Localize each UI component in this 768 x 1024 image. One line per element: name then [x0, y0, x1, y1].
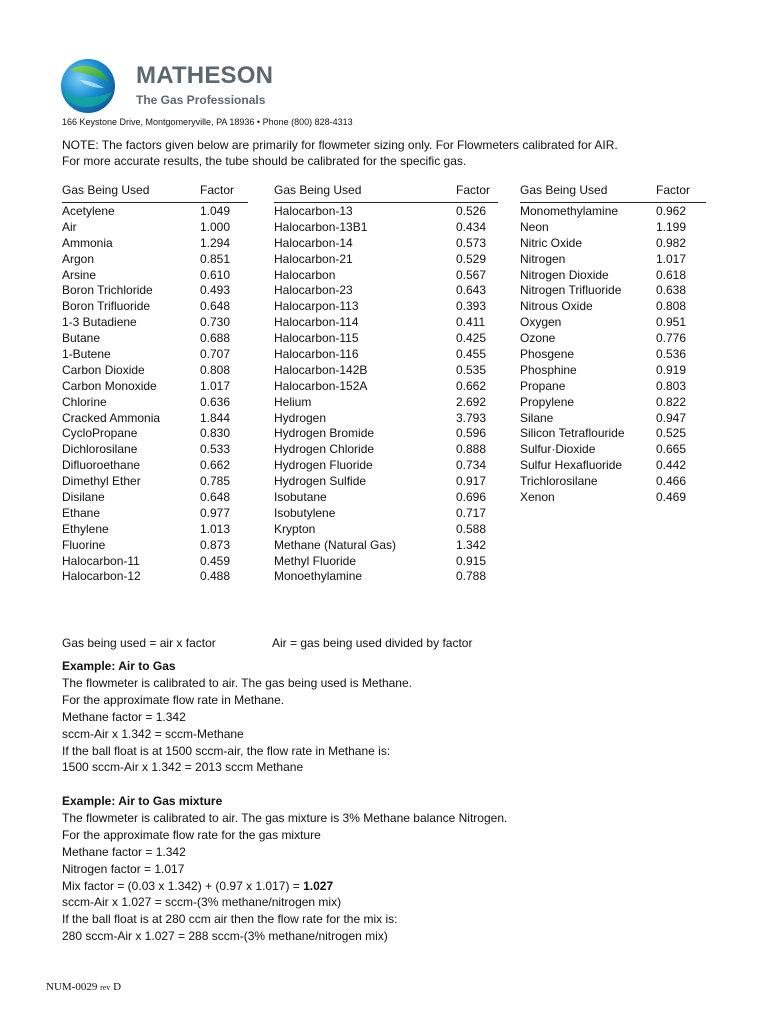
- gas-name-cell: Propylene: [520, 394, 575, 409]
- table-rows: [274, 204, 498, 585]
- factor-cell: 0.830: [200, 426, 231, 441]
- gas-name-cell: Hydrogen Chloride: [274, 442, 375, 457]
- factor-cell: 0.442: [656, 458, 687, 473]
- gas-name-cell: Sulfur Hexafluoride: [520, 458, 623, 473]
- table-row: [520, 442, 706, 458]
- factor-cell: 0.851: [200, 251, 231, 266]
- column-header-gas: Gas Being Used: [520, 183, 608, 197]
- table-row: [274, 490, 498, 506]
- factor-cell: 0.588: [456, 521, 487, 536]
- factor-cell: 0.469: [656, 490, 687, 505]
- gas-name-cell: Monomethylamine: [520, 204, 619, 218]
- factor-cell: 1.017: [200, 378, 231, 393]
- example-line: sccm-Air x 1.342 = sccm-Methane: [62, 726, 244, 741]
- table-row: [274, 554, 498, 570]
- table-row: [62, 299, 248, 315]
- gas-name-cell: Hydrogen Sulfide: [274, 474, 367, 489]
- gas-name-cell: Halocarbon-115: [274, 331, 359, 346]
- factor-cell: 0.610: [200, 267, 231, 282]
- table-row: [62, 204, 248, 220]
- table-row: [520, 490, 706, 506]
- table-row: [274, 268, 498, 284]
- column-header-factor: Factor: [456, 183, 491, 197]
- company-header: [60, 58, 360, 114]
- table-row: [520, 426, 706, 442]
- revision-letter: D: [113, 981, 122, 993]
- gas-name-cell: 1-3 Butadiene: [62, 315, 137, 330]
- table-row: [274, 426, 498, 442]
- gas-name-cell: Isobutane: [274, 490, 327, 505]
- mix-factor-line: [62, 878, 742, 895]
- table-row: [274, 506, 498, 522]
- note-text: [62, 137, 742, 169]
- table-row: [62, 347, 248, 363]
- table-row: [274, 569, 498, 585]
- gas-name-cell: Silane: [520, 410, 554, 425]
- gas-name-cell: Carbon Monoxide: [62, 378, 157, 393]
- factor-cell: 0.488: [200, 569, 231, 584]
- example-title: Example: Air to Gas: [62, 659, 176, 673]
- factor-cell: 0.466: [656, 474, 687, 489]
- gas-name-cell: Ethylene: [62, 521, 109, 536]
- table-row: [62, 363, 248, 379]
- factor-cell: 0.536: [656, 347, 687, 362]
- table-row: [62, 331, 248, 347]
- table-rows: [520, 204, 706, 506]
- example-line: 280 sccm-Air x 1.027 = 288 sccm-(3% methane/nitrogen mix): [62, 929, 388, 944]
- gas-name-cell: Halocarpon-113: [274, 299, 359, 314]
- factor-cell: 0.917: [456, 474, 487, 489]
- example-line: The flowmeter is calibrated to air. The gas mixture is 3% Methane balance Nitrogen.: [62, 810, 508, 825]
- table-row: [274, 220, 498, 236]
- example-line: The flowmeter is calibrated to air. The gas being used is Methane.: [62, 675, 412, 690]
- factor-cell: 0.734: [456, 458, 487, 473]
- factor-cell: 0.411: [456, 315, 486, 330]
- gas-name-cell: Halocarbon-13B1: [274, 219, 368, 234]
- factor-cell: 0.662: [456, 378, 487, 393]
- example-line: Methane factor = 1.342: [62, 844, 186, 859]
- gas-name-cell: Xenon: [520, 490, 555, 505]
- factor-cell: 0.434: [456, 219, 487, 234]
- gas-name-cell: Oxygen: [520, 315, 562, 330]
- table-row: [62, 522, 248, 538]
- table-row: [62, 490, 248, 506]
- factor-cell: 1.017: [656, 251, 687, 266]
- factor-cell: 0.776: [656, 331, 687, 346]
- table-row: [62, 474, 248, 490]
- factor-cell: 0.785: [200, 474, 231, 489]
- table-rows: [62, 204, 248, 585]
- gas-name-cell: Monoethylamine: [274, 569, 363, 584]
- gas-name-cell: 1-Butene: [62, 347, 111, 362]
- factor-cell: 0.688: [200, 331, 231, 346]
- example-line: If the ball float is at 1500 sccm-air, the flow rate in Methane is:: [62, 743, 391, 758]
- factor-cell: 0.730: [200, 315, 231, 330]
- table-row: [520, 474, 706, 490]
- factor-cell: 1.000: [200, 219, 231, 234]
- gas-name-cell: Krypton: [274, 521, 316, 536]
- gas-name-cell: Boron Trichloride: [62, 283, 153, 298]
- table-row: [520, 204, 706, 220]
- gas-name-cell: Nitric Oxide: [520, 235, 583, 250]
- example-line: Methane factor = 1.342: [62, 709, 186, 724]
- factor-cell: 0.982: [656, 235, 687, 250]
- table-row: [274, 299, 498, 315]
- gas-name-cell: CycloPropane: [62, 426, 138, 441]
- gas-name-cell: Halocarbon-13: [274, 204, 353, 218]
- table-row: [62, 379, 248, 395]
- gas-name-cell: Nitrous Oxide: [520, 299, 593, 314]
- factor-cell: 0.493: [200, 283, 231, 298]
- gas-name-cell: Fluorine: [62, 537, 106, 552]
- example-line: For the approximate flow rate for the gas mixture: [62, 827, 321, 842]
- table-row: [62, 315, 248, 331]
- factor-cell: 0.873: [200, 537, 231, 552]
- factor-cell: 0.808: [200, 362, 231, 377]
- table-row: [62, 569, 248, 585]
- gas-name-cell: Acetylene: [62, 204, 115, 218]
- table-row: [62, 283, 248, 299]
- gas-name-cell: Helium: [274, 394, 312, 409]
- gas-name-cell: Boron Trifluoride: [62, 299, 151, 314]
- gas-name-cell: Isobutylene: [274, 505, 336, 520]
- gas-name-cell: Dichlorosilane: [62, 442, 138, 457]
- table-row: [520, 458, 706, 474]
- gas-name-cell: Halocarbon-23: [274, 283, 353, 298]
- table-row: [62, 458, 248, 474]
- gas-name-cell: Sulfur·Dioxide: [520, 442, 596, 457]
- gas-name-cell: Disilane: [62, 490, 105, 505]
- table-row: [274, 474, 498, 490]
- formula-gas-from-air: Gas being used = air x factor: [62, 636, 216, 650]
- gas-name-cell: Nitrogen Trifluoride: [520, 283, 622, 298]
- gas-table-2: [274, 182, 498, 585]
- table-row: [520, 363, 706, 379]
- example-line: 1500 sccm-Air x 1.342 = 2013 sccm Methane: [62, 760, 304, 775]
- table-row: [274, 411, 498, 427]
- gas-name-cell: Halocarbon-116: [274, 347, 359, 362]
- table-row: [274, 347, 498, 363]
- gas-name-cell: Cracked Ammonia: [62, 410, 161, 425]
- gas-name-cell: Air: [62, 219, 77, 234]
- factor-cell: 0.919: [656, 362, 687, 377]
- gas-name-cell: Nitrogen: [520, 251, 566, 266]
- table-row: [62, 411, 248, 427]
- gas-name-cell: Propane: [520, 378, 566, 393]
- factor-cell: 0.951: [656, 315, 687, 330]
- gas-name-cell: Butane: [62, 331, 101, 346]
- gas-name-cell: Difluoroethane: [62, 458, 141, 473]
- gas-name-cell: Hydrogen Bromide: [274, 426, 375, 441]
- example-title: Example: Air to Gas mixture: [62, 794, 223, 808]
- factor-cell: 0.962: [656, 204, 687, 218]
- factor-cell: 1.199: [656, 219, 687, 234]
- table-row: [274, 204, 498, 220]
- column-header-factor: Factor: [200, 183, 235, 197]
- table-row: [520, 379, 706, 395]
- factor-cell: 0.662: [200, 458, 231, 473]
- factor-cell: 0.696: [456, 490, 487, 505]
- note-line-1: NOTE: The factors given below are primarily for flowmeter sizing only. For Flowmeters calibrated for AIR.: [62, 138, 618, 152]
- factor-cell: 0.977: [200, 505, 231, 520]
- factor-cell: 0.573: [456, 235, 487, 250]
- factor-cell: 1.049: [200, 204, 231, 218]
- table-row: [62, 506, 248, 522]
- table-row: [520, 315, 706, 331]
- table-row: [520, 220, 706, 236]
- factor-cell: 1.294: [200, 235, 231, 250]
- document-code: [46, 981, 121, 993]
- gas-name-cell: Phosphine: [520, 362, 577, 377]
- factor-cell: 0.636: [200, 394, 231, 409]
- globe-logo-icon: [60, 58, 116, 114]
- table-header: [62, 182, 248, 203]
- gas-name-cell: Halocarbon-11: [62, 553, 140, 568]
- table-row: [274, 331, 498, 347]
- factor-cell: 0.596: [456, 426, 487, 441]
- table-row: [274, 458, 498, 474]
- note-line-2: For more accurate results, the tube should be calibrated for the specific gas.: [62, 154, 467, 168]
- factor-cell: 0.707: [200, 347, 231, 362]
- company-address: 166 Keystone Drive, Montgomeryville, PA 18936 • Phone (800) 828-4313: [62, 117, 353, 127]
- factor-cell: 0.526: [456, 204, 487, 218]
- gas-name-cell: Arsine: [62, 267, 97, 282]
- gas-name-cell: Phosgene: [520, 347, 575, 362]
- factor-cell: 0.888: [456, 442, 487, 457]
- table-row: [520, 395, 706, 411]
- table-row: [520, 347, 706, 363]
- table-row: [520, 411, 706, 427]
- mix-factor-value: 1.027: [303, 878, 334, 893]
- gas-name-cell: Methyl Fluoride: [274, 553, 357, 568]
- factor-cell: 0.393: [456, 299, 487, 314]
- factor-cell: 0.788: [456, 569, 487, 584]
- gas-name-cell: Trichlorosilane: [520, 474, 598, 489]
- table-row: [520, 252, 706, 268]
- gas-name-cell: Halocarbon-152A: [274, 378, 368, 393]
- column-header-gas: Gas Being Used: [62, 183, 150, 197]
- formula-air-from-gas: Air = gas being used divided by factor: [272, 636, 473, 650]
- factor-cell: 0.915: [456, 553, 487, 568]
- factor-cell: 3.793: [456, 410, 487, 425]
- table-row: [520, 299, 706, 315]
- table-row: [62, 426, 248, 442]
- factor-cell: 1.342: [456, 537, 487, 552]
- table-row: [274, 538, 498, 554]
- factor-cell: 0.808: [656, 299, 687, 314]
- column-header-factor: Factor: [656, 183, 691, 197]
- gas-name-cell: Hydrogen Fluoride: [274, 458, 373, 473]
- factor-cell: 0.535: [456, 362, 487, 377]
- gas-name-cell: Chlorine: [62, 394, 107, 409]
- table-row: [274, 363, 498, 379]
- factor-cell: 0.567: [456, 267, 487, 282]
- table-row: [62, 538, 248, 554]
- table-row: [62, 268, 248, 284]
- gas-table-3: [520, 182, 706, 506]
- table-header: [274, 182, 498, 203]
- factor-cell: 0.665: [656, 442, 687, 457]
- table-row: [274, 252, 498, 268]
- factor-cell: 0.822: [656, 394, 687, 409]
- gas-name-cell: Halocarbon-12: [62, 569, 141, 584]
- example-air-to-gas: [62, 658, 742, 776]
- table-row: [62, 395, 248, 411]
- column-header-gas: Gas Being Used: [274, 183, 362, 197]
- table-row: [274, 395, 498, 411]
- gas-name-cell: Halocarbon: [274, 267, 336, 282]
- table-row: [274, 442, 498, 458]
- gas-name-cell: Argon: [62, 251, 95, 266]
- brand-name: MATHESON: [136, 62, 274, 89]
- brand-tagline: The Gas Professionals: [136, 93, 266, 107]
- table-row: [62, 236, 248, 252]
- table-header: [520, 182, 706, 203]
- gas-name-cell: Halocarbon-14: [274, 235, 353, 250]
- table-row: [520, 236, 706, 252]
- gas-name-cell: Nitrogen Dioxide: [520, 267, 609, 282]
- example-line: If the ball float is at 280 ccm air then the flow rate for the mix is:: [62, 912, 398, 927]
- table-row: [62, 442, 248, 458]
- table-row: [520, 331, 706, 347]
- factor-cell: 0.455: [456, 347, 487, 362]
- table-row: [274, 283, 498, 299]
- gas-name-cell: Neon: [520, 219, 549, 234]
- factor-cell: 0.947: [656, 410, 687, 425]
- gas-name-cell: Halocarbon-142B: [274, 362, 368, 377]
- factor-cell: 0.533: [200, 442, 231, 457]
- table-row: [274, 236, 498, 252]
- table-row: [62, 554, 248, 570]
- factor-cell: 1.844: [200, 410, 231, 425]
- factor-cell: 0.717: [456, 505, 487, 520]
- table-row: [62, 252, 248, 268]
- factor-cell: 0.643: [456, 283, 487, 298]
- gas-name-cell: Hydrogen: [274, 410, 327, 425]
- gas-name-cell: Halocarbon-21: [274, 251, 353, 266]
- factor-cell: 0.618: [656, 267, 687, 282]
- table-row: [62, 220, 248, 236]
- factor-cell: 1.013: [200, 521, 231, 536]
- factor-cell: 2.692: [456, 394, 487, 409]
- table-row: [274, 315, 498, 331]
- example-air-to-gas-mixture: [62, 793, 742, 945]
- table-row: [274, 379, 498, 395]
- gas-name-cell: Methane (Natural Gas): [274, 537, 397, 552]
- factor-cell: 0.638: [656, 283, 687, 298]
- factor-cell: 0.529: [456, 251, 487, 266]
- factor-cell: 0.525: [656, 426, 687, 441]
- factor-cell: 0.803: [656, 378, 687, 393]
- gas-name-cell: Ozone: [520, 331, 556, 346]
- factor-cell: 0.648: [200, 299, 231, 314]
- factor-cell: 0.425: [456, 331, 487, 346]
- document-number: NUM-0029: [46, 981, 98, 993]
- example-line: Nitrogen factor = 1.017: [62, 861, 185, 876]
- gas-name-cell: Halocarbon-114: [274, 315, 359, 330]
- gas-name-cell: Ammonia: [62, 235, 113, 250]
- revision-word: rev: [100, 983, 111, 992]
- table-row: [520, 268, 706, 284]
- example-line: For the approximate flow rate in Methane.: [62, 692, 285, 707]
- gas-name-cell: Silicon Tetraflouride: [520, 426, 625, 441]
- factor-cell: 0.459: [200, 553, 231, 568]
- example-line: sccm-Air x 1.027 = sccm-(3% methane/nitrogen mix): [62, 895, 342, 910]
- table-row: [520, 283, 706, 299]
- gas-table-1: [62, 182, 248, 585]
- gas-name-cell: Ethane: [62, 505, 101, 520]
- factor-cell: 0.648: [200, 490, 231, 505]
- table-row: [274, 522, 498, 538]
- gas-name-cell: Carbon Dioxide: [62, 362, 145, 377]
- mix-factor-prefix: Mix factor = (0.03 x 1.342) + (0.97 x 1.017) =: [62, 878, 304, 893]
- gas-name-cell: Dimethyl Ether: [62, 474, 141, 489]
